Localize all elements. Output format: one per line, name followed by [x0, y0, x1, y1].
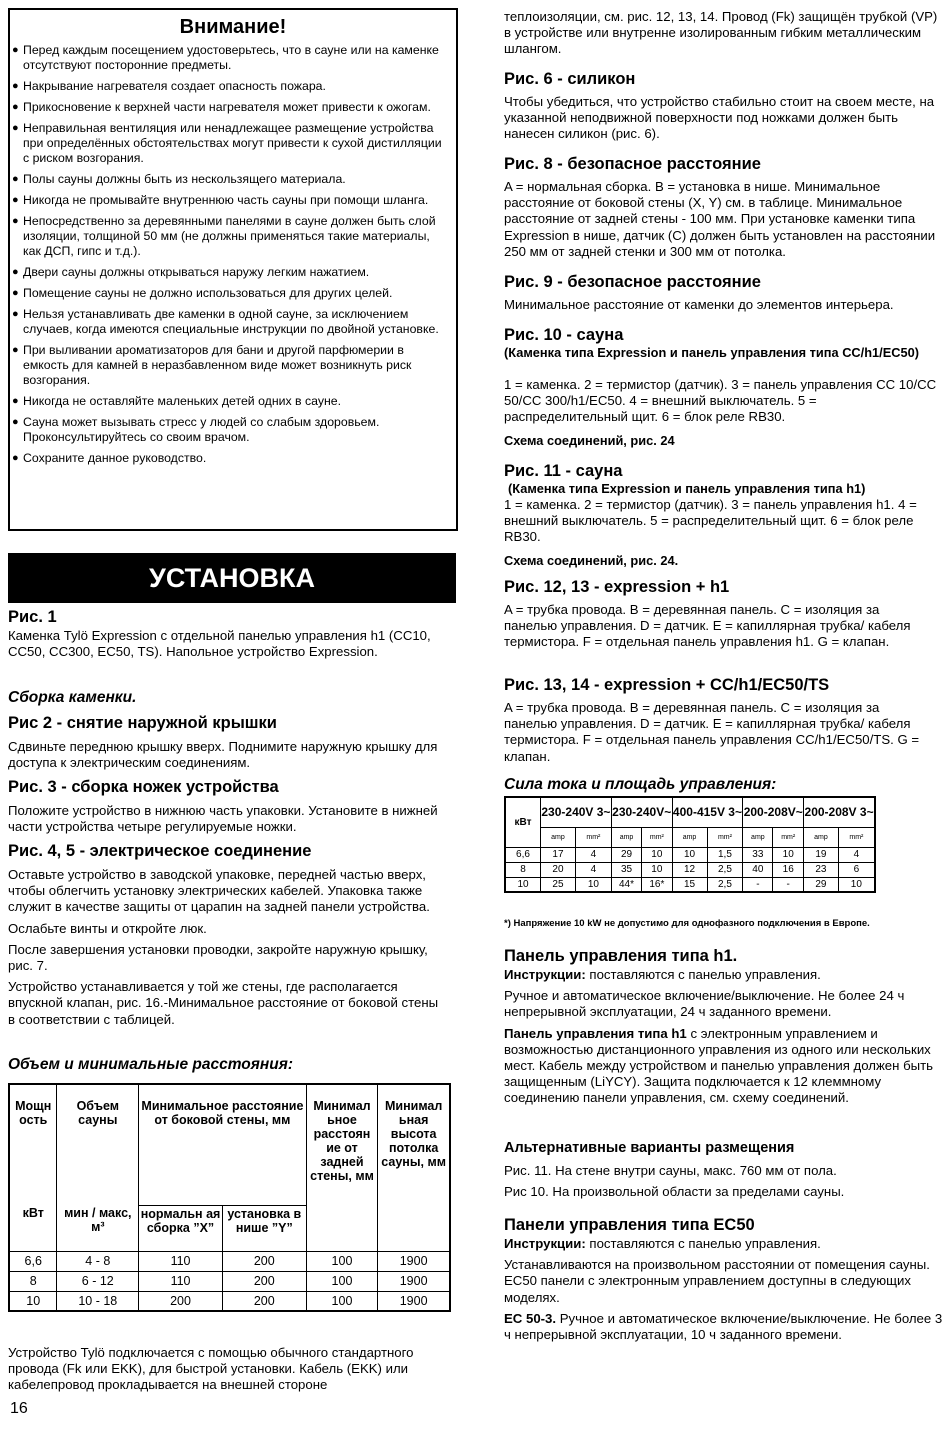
h1-instructions: Инструкции: поставляются с панелью управления. — [504, 967, 821, 982]
col-side-distance: Минимальное расстояние от боковой стены, мм — [139, 1084, 307, 1205]
fig11-text: 1 = каменка. 2 = термистор (датчик). 3 = панель управления h1. 4 = внешний выключатель. 5 = распределительный щит. 6 = блок реле RB30. — [504, 497, 917, 545]
fig1213-title: Рис. 12, 13 - expression + h1 — [504, 578, 730, 596]
fig10-scheme: Схема соединений, рис. 24 — [504, 433, 675, 448]
volume-title: Объем и минимальные расстояния: — [8, 1056, 294, 1073]
bullet-icon: ● — [12, 307, 19, 320]
warning-item: ● Никогда не промывайте внутреннюю часть сауны при помощи шланга. — [12, 192, 429, 207]
fig1314-title: Рис. 13, 14 - expression + CC/h1/EC50/TS — [504, 676, 830, 694]
alt-title: Альтернативные варианты размещения — [504, 1140, 795, 1156]
fig45-paragraph: Устройство устанавливается у той же стены, где располагается впускной клапан, рис. 16.-Минимальное расстояние от боковой стены в соответствии с таблицей. — [8, 979, 439, 1027]
fig11-subtitle: (Каменка типа Expression и панель управления типа h1) — [508, 481, 866, 496]
bullet-icon: ● — [12, 415, 19, 428]
fig9-text: Минимальное расстояние от каменки до элементов интерьера. — [504, 297, 894, 312]
warning-item: ● Сохраните данное руководство. — [12, 451, 207, 466]
h1-paragraph: Ручное и автоматическое включение/выключение. Не более 24 ч непрерывной эксплуатации, 24 ч заданного времени. — [504, 988, 905, 1020]
fig1-title: Рис. 1 — [8, 608, 57, 626]
fig10-subtitle: (Каменка типа Expression и панель управления типа CC/h1/EC50) — [504, 345, 919, 360]
bullet-icon: ● — [12, 395, 19, 408]
ec50-paragraph: EC 50-3. Ручное и автоматическое включение/выключение. Не более 3 ч непрерывной эксплуатации, 10 ч заданного времени. — [504, 1310, 943, 1343]
col-ceiling-height: Минимал ьная высота потолка сауны, мм — [378, 1084, 450, 1251]
unit-power: кВт — [9, 1205, 57, 1251]
table-row: 10 10 - 18 200 200 100 1900 — [9, 1291, 450, 1311]
warning-item: ● Двери сауны должны открываться наружу легким нажатием. — [12, 265, 370, 280]
fig3-text: Положите устройство в нижнюю часть упаковки. Установите в нижней части устройства четыре регулируемые ножки. — [8, 803, 438, 835]
current-title: Сила тока и площадь управления: — [504, 776, 777, 793]
warning-item: ● Прикосновение к верхней части нагревателя может привести к ожогам. — [12, 99, 431, 114]
fig3-title: Рис. 3 - сборка ножек устройства — [8, 778, 279, 796]
volume-table — [8, 1083, 451, 1312]
warning-item: ● Никогда не оставляйте маленьких детей одних в сауне. — [12, 394, 342, 409]
h1-title: Панель управления типа h1. — [504, 947, 738, 965]
col-group: 230-240V~ — [611, 797, 672, 827]
warning-box — [8, 8, 458, 531]
fig9-title: Рис. 9 - безопасное расстояние — [504, 273, 761, 291]
col-volume: Объем сауны — [57, 1084, 139, 1205]
table-row: 6,6 4 - 8 110 200 100 1900 — [9, 1251, 450, 1271]
bullet-icon: ● — [12, 266, 19, 279]
continued-text: теплоизоляции, см. рис. 12, 13, 14. Провод (Fk) защищён трубкой (VP) в устройстве или внутренне изолированным гибким металлическим шлангом. — [504, 9, 938, 57]
alt-section — [504, 1163, 946, 1205]
warning-title: Внимание! — [179, 16, 287, 38]
section-banner: УСТАНОВКА — [8, 553, 456, 603]
footnote: *) Напряжение 10 kW не допустимо для однофазного подключения в Европе. — [504, 918, 870, 929]
fig8-title: Рис. 8 - безопасное расстояние — [504, 155, 761, 173]
fig45-paragraph: Ослабьте винты и откройте люк. — [8, 920, 207, 936]
alt-paragraph: Рис 10. На произвольной области за пределами сауны. — [504, 1184, 845, 1200]
fig45-title: Рис. 4, 5 - электрическое соединение — [8, 842, 312, 860]
warning-list — [12, 43, 450, 466]
ec50-title: Панели управления типа EC50 — [504, 1216, 755, 1234]
fig1314-text: A = трубка провода. B = деревянная панель. C = изоляция за панелью управления. D = датчик. E = капиллярная трубка/ кабеля термистора. F = отдельная панель управления CC/h1/EC50/TS. G = клапан. — [504, 700, 920, 764]
fig11-scheme: Схема соединений, рис. 24. — [504, 553, 679, 568]
fig45-paragraph: После завершения установки проводки, закройте наружную крышку, рис. 7. — [8, 941, 428, 974]
h1-paragraph: Панель управления типа h1 с электронным управлением и возможностью дистанционного управления из одного или нескольких мест. Кабель между устройством и панелью управления должен быть защищенным (LiYCY). Защита подключается к 12 клеммному соединению панели управления, см. схему соединений. — [504, 1025, 934, 1106]
page-number: 16 — [10, 1400, 28, 1417]
fig6-title: Рис. 6 - силикон — [504, 70, 636, 88]
col-back-distance: Минимал ьное расстоян ие от задней стены, мм — [306, 1084, 378, 1251]
assembly-title: Сборка каменки. — [8, 689, 137, 706]
warning-item: ● Помещение сауны не должно использоваться для других целей. — [12, 285, 393, 300]
fig45-text — [8, 867, 448, 1033]
fig1213-text: A = трубка провода. B = деревянная панель. C = изоляция за панелью управления. D = датчик. E = капиллярная трубка/ кабеля термистора. F = отдельная панель управления h1. G = клапан. — [504, 602, 911, 650]
ec50-section — [504, 1236, 946, 1348]
fig1-text: Каменка Tylö Expression с отдельной панелью управления h1 (CC10, CC50, CC300, EC50, TS). Напольное устройство Expression. — [8, 628, 431, 660]
table-row: 6,6 17 4 29 10 10 1,5 33 10 19 4 — [505, 847, 875, 862]
warning-item: ● Сауна может вызывать стресс у людей со слабым здоровьем. Проконсультируйтесь со своим врачом. — [12, 414, 380, 445]
warning-item: ● При выливании ароматизаторов для бани и другой парфюмерии в емкость для камней в неразбавленном виде может возникнуть риск возгорания. — [12, 342, 412, 388]
col-group: 400-415V 3~ — [672, 797, 743, 827]
table-row: 8 6 - 12 110 200 100 1900 — [9, 1271, 450, 1291]
fig6-text: Чтобы убедиться, что устройство стабильно стоит на своем месте, на указанной неподвижной поверхности под ножками должен быть нанесен силикон (рис. 6). — [504, 94, 935, 142]
fig10-text: 1 = каменка. 2 = термистор (датчик). 3 = панель управления CC 10/CC 50/CC 300/h1/EC50. 4 = внешний выключатель. 5 = распределительный щит. 6 = блок реле RB30. — [504, 377, 937, 425]
table-row: 8 20 4 35 10 12 2,5 40 16 23 6 — [505, 862, 875, 877]
unit-volume: мин / макс, м³ — [57, 1205, 139, 1251]
fig2-title: Рис 2 - снятие наружной крышки — [8, 714, 277, 732]
col-kw: кВт — [505, 797, 541, 847]
bullet-icon: ● — [12, 80, 19, 93]
col-group: 200-208V 3~ — [804, 797, 875, 827]
bullet-icon: ● — [12, 286, 19, 299]
bullet-icon: ● — [12, 173, 19, 186]
col-power: Мощн ость — [9, 1084, 57, 1205]
table-row: 10 25 10 44* 16* 15 2,5 - - 29 10 — [505, 877, 875, 892]
fig10-title: Рис. 10 - сауна — [504, 326, 624, 344]
fig2-text: Сдвиньте переднюю крышку вверх. Поднимите наружную крышку для доступа к электрическим соединениям. — [8, 739, 438, 771]
h1-section — [504, 967, 946, 1112]
alt-paragraph: Рис. 11. На стене внутри сауны, макс. 760 мм от пола. — [504, 1163, 837, 1178]
warning-item: ● Перед каждым посещением удостоверьтесь, что в сауне или на каменке отсутствуют посторонние предметы. — [12, 43, 439, 73]
unit-niche: установка в нише ”Y” — [222, 1205, 306, 1251]
fig11-title: Рис. 11 - сауна — [504, 462, 623, 480]
current-table: кВт 230-240V 3~ 230-240V~ 400-415V 3~ 200-208V~ 200-208V 3~ amp mm² amp mm² amp mm² amp mm² amp mm² 6,6 17 4 29 10 10 1,5 33 10 19 4 8 20 4 35 10 12 2,5 40 16 23 6 10 25 10 44* 16* 15 2,5 - - 29 10 — [504, 796, 876, 893]
bottom-text: Устройство Tylö подключается с помощью обычного стандартного провода (Fk или EKK), для быстрой установки. Кабель (EKK) или кабелепровод прокладывается на внешней стороне — [8, 1345, 414, 1393]
col-group: 230-240V 3~ — [541, 797, 612, 827]
unit-normal: нормальн ая сборка ”X” — [139, 1205, 223, 1251]
col-group: 200-208V~ — [743, 797, 804, 827]
ec50-paragraph: EC50 панели с электронным управлением доступны в следующих моделях. — [504, 1273, 911, 1305]
fig8-text: A = нормальная сборка. B = установка в нише. Минимальное расстояние от боковой стены (X, Y) см. в таблице. Минимальное расстояние от задней стены - 100 мм. При установке каменки типа Expression в нише, датчик (C) должен быть установлен на расстоянии 250 мм от задней стенки и 300 мм от потолка. — [504, 179, 936, 259]
warning-item: ● Непосредственно за деревянными панелями в сауне должен быть слой изоляции, толщиной 50 мм (не должны применяться такие материалы, как ДСП, гипс и т.д.). — [12, 213, 436, 259]
warning-item: ● Неправильная вентиляция или ненадлежащее размещение устройства при определённых обстоятельствах могут привести к сухой дистилляции с риском возгорания. — [12, 120, 442, 166]
bullet-icon: ● — [12, 100, 19, 113]
warning-item: ● Полы сауны должны быть из нескользящего материала. — [12, 172, 346, 187]
bullet-icon: ● — [12, 214, 19, 227]
warning-item: ● Нельзя устанавливать две каменки в одной сауне, за исключением случаев, когда имеются специальные инструкции по двойной установке. — [12, 306, 439, 336]
ec50-paragraph: Устанавливаются на произвольном расстоянии от помещения сауны. — [504, 1257, 930, 1273]
bullet-icon: ● — [12, 121, 19, 134]
bullet-icon: ● — [12, 193, 19, 206]
bullet-icon: ● — [12, 343, 19, 356]
bullet-icon: ● — [12, 44, 19, 56]
fig45-paragraph: Оставьте устройство в заводской упаковке, передней частью вверх, чтобы облегчить установку электрических кабелей. Упаковка также служит в качестве защиты от царапин на задней панели устройства. — [8, 867, 430, 915]
warning-item: ● Накрывание нагревателя создает опасность пожара. — [12, 79, 326, 94]
ec50-instructions: Инструкции: поставляются с панелью управления. — [504, 1236, 821, 1251]
bullet-icon: ● — [12, 452, 19, 465]
